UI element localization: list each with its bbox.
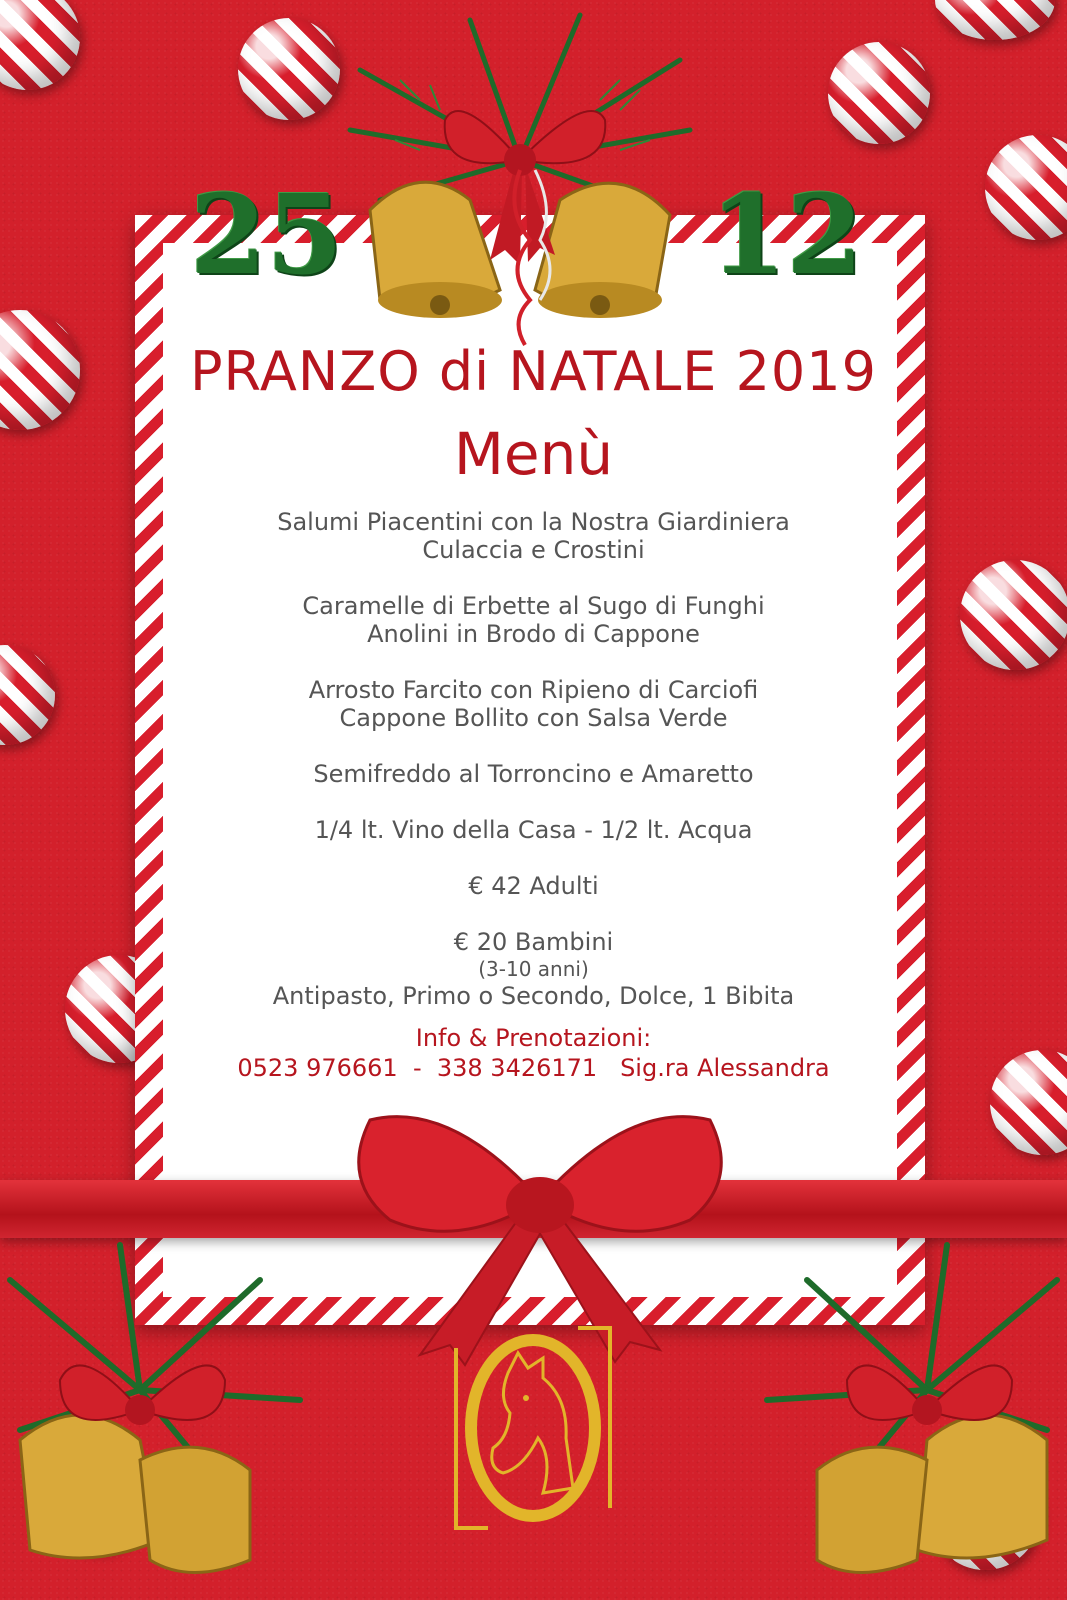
price-children <box>0 928 1067 1010</box>
menu-primi <box>0 592 1067 648</box>
menu-item: Semifreddo al Torroncino e Amaretto <box>313 760 754 788</box>
info-section <box>0 1023 1067 1083</box>
menu-dolce <box>0 760 1067 788</box>
date-day: 25 <box>190 170 344 299</box>
menu-bevande <box>0 816 1067 844</box>
bow-icon <box>60 1365 225 1425</box>
bell-icon <box>20 1415 250 1573</box>
page-title: PRANZO di NATALE 2019 <box>189 340 877 403</box>
date-month: 12 <box>710 170 864 299</box>
price-adults <box>0 872 1067 900</box>
menu-heading: Menù <box>453 420 614 488</box>
menu-item: 1/4 lt. Vino della Casa - 1/2 lt. Acqua <box>314 816 753 844</box>
horse-logo-icon <box>448 1318 618 1538</box>
menu-item: Anolini in Brodo di Cappone <box>367 620 700 648</box>
menu-item: Salumi Piacentini con la Nostra Giardiniera <box>277 508 790 536</box>
bell-icon <box>817 1415 1047 1573</box>
menu-item: Arrosto Farcito con Ripieno di Carciofi <box>308 676 759 704</box>
info-contacts: 0523 976661 - 338 3426171 Sig.ra Alessandra <box>237 1054 830 1082</box>
menu-item: Caramelle di Erbette al Sugo di Funghi <box>302 592 765 620</box>
bottom-right-decoration <box>747 1240 1067 1600</box>
menu-secondi <box>0 676 1067 732</box>
menu-item: Culaccia e Crostini <box>422 536 645 564</box>
menu-item: Cappone Bollito con Salsa Verde <box>339 704 728 732</box>
price-adults-text: € 42 Adulti <box>468 872 599 900</box>
info-label: Info & Prenotazioni: <box>415 1024 652 1052</box>
price-children-text: € 20 Bambini <box>453 928 614 956</box>
children-menu: Antipasto, Primo o Secondo, Dolce, 1 Bibita <box>272 982 795 1010</box>
menu-antipasti <box>0 508 1067 564</box>
menu-list <box>0 508 1067 1010</box>
children-age: (3-10 anni) <box>478 957 589 981</box>
bottom-left-decoration <box>0 1240 320 1600</box>
